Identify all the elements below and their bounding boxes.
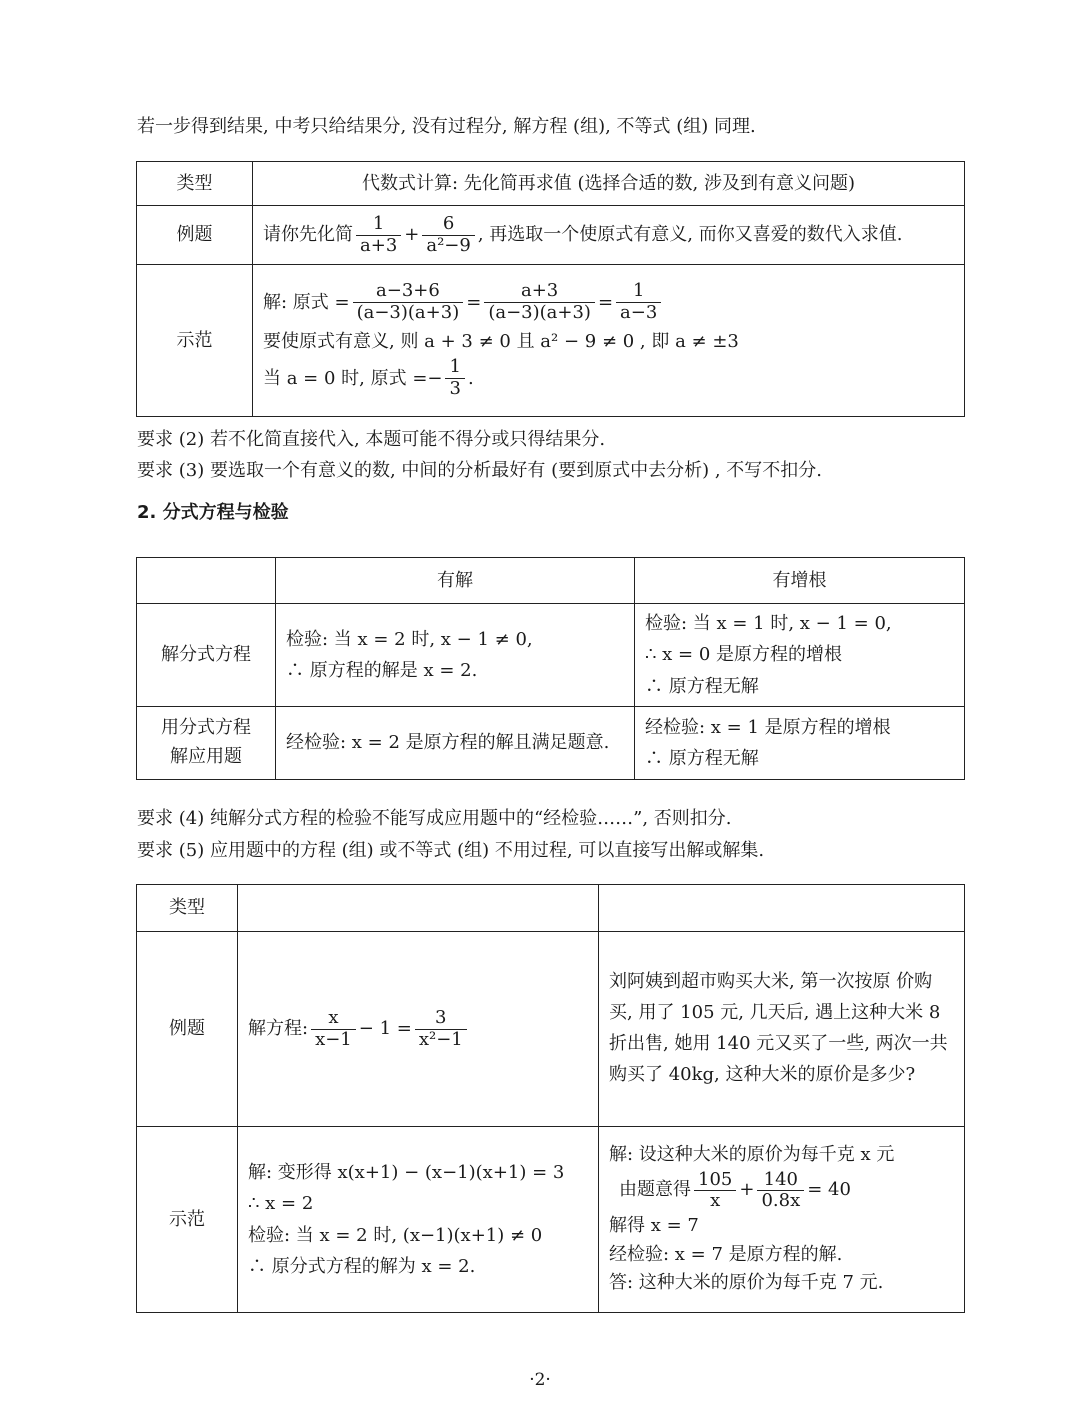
text-line: ∴ 原分式方程的解为 x = 2. (248, 1256, 476, 1277)
example-equation-pre: 解方程: (248, 1018, 309, 1040)
label-demo: 示范 (137, 1127, 238, 1313)
text-line: ∴ 原方程无解 (645, 748, 759, 769)
requirement-4: 要求 (4) 纯解分式方程的检验不能写成应用题中的“经检验……”, 否则扣分. (137, 808, 732, 829)
label-demo: 示范 (137, 265, 253, 417)
demo-fraction-1: $\frac{a-3+6}{(a-3)(a+3)}$ (353, 281, 464, 323)
label-type: 类型 (137, 885, 238, 932)
text-line: 检验: 当 x = 2 时, (x−1)(x+1) ≠ 0 (248, 1224, 543, 1246)
text-line: ∴ x = 2 (248, 1193, 314, 1214)
text-line: 经检验: x = 1 是原方程的增根 (645, 716, 891, 738)
equation-fraction-1: $\frac{x}{x-1}$ (311, 1008, 356, 1050)
col-has-solution: 有解 (276, 558, 635, 604)
example-cell (253, 206, 965, 265)
type-value: 代数式计算: 先化简再求值 (选择合适的数, 涉及到有意义问题) (253, 162, 965, 206)
text-line: 答: 这种大米的原价为每千克 7 元. (609, 1272, 884, 1294)
example-fraction-2: $\frac{6}{\text{a²−9}}$ (422, 214, 474, 256)
demo2-line2-post: = 40 (807, 1179, 851, 1201)
text-line: ∴ x = 0 是原方程的增根 (645, 644, 843, 666)
requirement-2: 要求 (2) 若不化简直接代入, 本题可能不得分或只得结果分. (137, 429, 606, 450)
row-word-problem (137, 707, 276, 780)
page-number: ·2· (529, 1370, 551, 1390)
demo-equals-1: = (466, 291, 482, 313)
label-example: 例题 (137, 206, 253, 265)
example-equation-cell (238, 932, 599, 1127)
text-line: 经检验: x = 7 是原方程的解. (609, 1243, 843, 1265)
demo-line3-post: . (467, 367, 474, 389)
requirement-3: 要求 (3) 要选取一个有意义的数, 中间的分析最好有 (要到原式中去分析) , 不写不扣分. (137, 460, 823, 481)
intro-text: 若一步得到结果, 中考只给结果分, 没有过程分, 解方程 (组), 不等式 (组) 同理. (137, 116, 756, 137)
demo-fraction-2: $\frac{a+3}{(a-3)(a+3)}$ (484, 281, 595, 323)
col-extraneous-root: 有增根 (635, 558, 965, 604)
cell-solve-extraneous (635, 604, 965, 707)
demo2-line2-pre: 由题意得 (619, 1179, 691, 1201)
empty-header-cell (137, 558, 276, 604)
demo2-fraction-1: $\frac{105}{x}$ (694, 1170, 736, 1212)
demo2-fraction-2: $\frac{140}{0.8x}$ (757, 1170, 804, 1212)
text-line: 解得 x = 7 (609, 1214, 699, 1236)
section-2-title: 2. 分式方程与检验 (137, 502, 289, 523)
demo-fraction-3: $\frac{1}{a-3}$ (616, 281, 661, 323)
text-line: 解: 变形得 x(x+1) − (x−1)(x+1) = 3 (248, 1161, 565, 1183)
example-plus: + (404, 224, 420, 246)
empty-cell (238, 885, 599, 932)
demo-fraction-4: $\frac{1}{3}$ (445, 357, 464, 399)
cell-word-has-solution: 经检验: x = 2 是原方程的解且满足题意. (276, 707, 635, 780)
demo-line1-pre: 解: 原式 = (263, 291, 350, 313)
text-line: 解应用题 (170, 746, 242, 767)
table-fractional-equation (136, 557, 965, 780)
text-line: ∴ 原方程的解是 x = 2. (286, 660, 478, 681)
demo-cell (253, 265, 965, 417)
example-post: , 再选取一个使原式有意义, 而你又喜爱的数代入求值. (477, 224, 903, 246)
table-algebra (136, 161, 965, 417)
equation-mid: − 1 = (358, 1018, 412, 1040)
requirement-5: 要求 (5) 应用题中的方程 (组) 或不等式 (组) 不用过程, 可以直接写出解或解集. (137, 840, 765, 861)
example-word-problem-cell: 刘阿姨到超市购买大米, 第一次按原 价购买, 用了 105 元, 几天后, 遇上这种大米 8 折出售, 她用 140 元又买了一些, 两次一共购买了 40kg, 这种大米的原价是多少? (599, 932, 965, 1127)
demo2-plus: + (739, 1179, 755, 1201)
demo-line2: 要使原式有意义, 则 a + 3 ≠ 0 且 a² − 9 ≠ 0 , 即 a ≠ ±3 (263, 330, 739, 352)
cell-solve-has-solution (276, 604, 635, 707)
example-fraction-1: $\frac{1}{a+3}$ (356, 214, 401, 256)
text-line: 用分式方程 (161, 717, 251, 739)
equation-fraction-2: $\frac{3}{\text{x²−1}}$ (415, 1008, 467, 1050)
row-solve-equation: 解分式方程 (137, 604, 276, 707)
label-example: 例题 (137, 932, 238, 1127)
label-type: 类型 (137, 162, 253, 206)
text-line: 解: 设这种大米的原价为每千克 x 元 (609, 1143, 895, 1165)
text-line: 检验: 当 x = 1 时, x − 1 = 0, (645, 612, 892, 634)
demo-equation-cell (238, 1127, 599, 1313)
cell-word-extraneous (635, 707, 965, 780)
text-line: ∴ 原方程无解 (645, 675, 759, 697)
example-pre: 请你先化简 (263, 224, 353, 246)
demo-line3-pre: 当 a = 0 时, 原式 =− (263, 367, 443, 389)
empty-cell (599, 885, 965, 932)
demo-equals-2: = (597, 291, 614, 313)
demo-word-problem-cell (599, 1127, 965, 1313)
table-examples (136, 884, 965, 1313)
text-line: 检验: 当 x = 2 时, x − 1 ≠ 0, (286, 628, 533, 650)
